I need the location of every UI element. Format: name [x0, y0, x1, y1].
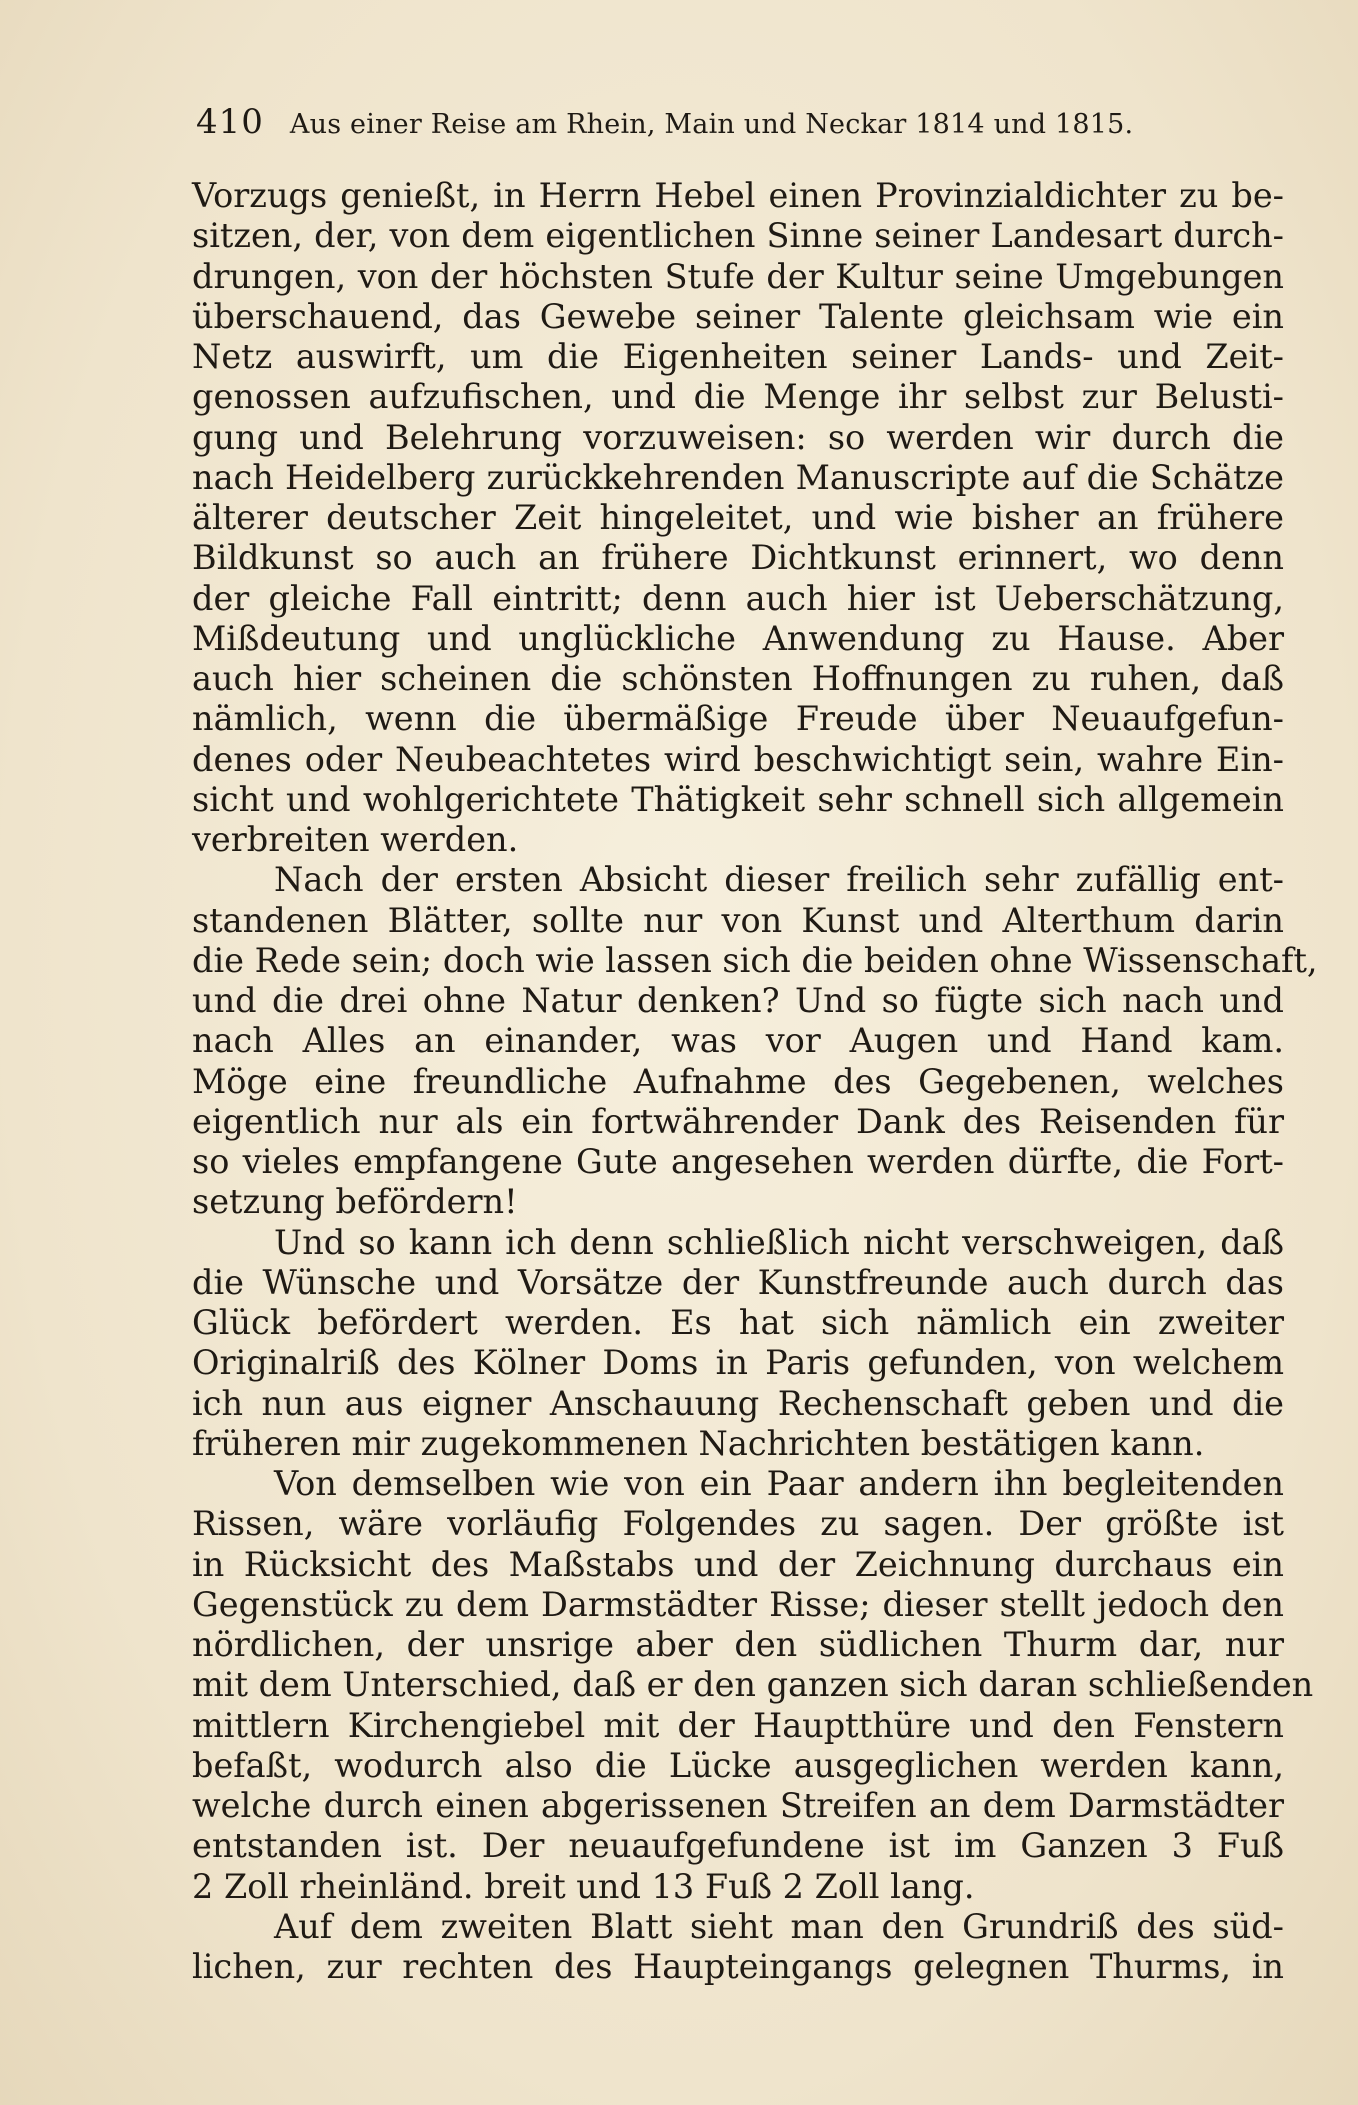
text-line: Netz auswirft, um die Eigenheiten seiner Lands- und Zeit-: [192, 337, 1284, 376]
text-line: Und so kann ich denn schließlich nicht verschweigen, daß: [274, 1222, 1284, 1262]
text-line: nach Alles an einander, was vor Augen und Hand kam.: [192, 1021, 1284, 1061]
text-line: die Rede sein; doch wie lassen sich die beiden ohne Wissenschaft,: [192, 940, 1318, 980]
text-line: befaßt, wodurch also die Lücke ausgeglichen werden kann,: [192, 1745, 1284, 1785]
text-line: drungen, von der höchsten Stufe der Kultur seine Umgebungen: [192, 256, 1284, 296]
text-line: Rissen, wäre vorläufig Folgendes zu sagen. Der größte ist: [192, 1504, 1284, 1544]
running-head: [196, 100, 1176, 144]
text-line: denes oder Neubeachtetes wird beschwichtigt sein, wahre Ein-: [192, 739, 1284, 779]
text-line: eigentlich nur als ein fortwährender Dank des Reisenden für: [192, 1101, 1284, 1141]
text-line: auch hier scheinen die schönsten Hoffnungen zu ruhen, daß: [192, 659, 1284, 698]
text-line: gung und Belehrung vorzuweisen: so werden wir durch die: [192, 417, 1284, 457]
text-line: so vieles empfangene Gute angesehen werden dürfte, die Fort-: [192, 1142, 1284, 1181]
text-line: Originalriß des Kölner Doms in Paris gefunden, von welchem: [192, 1343, 1284, 1383]
running-title: Aus einer Reise am Rhein, Main und Neckar 1814 und 1815.: [289, 109, 1134, 140]
text-line: Vorzugs genießt, in Herrn Hebel einen Provinzialdichter zu be-: [192, 176, 1284, 215]
text-line: sitzen, der, von dem eigentlichen Sinne seiner Landesart durch-: [192, 216, 1284, 256]
text-line: 2 Zoll rheinländ. breit und 13 Fuß 2 Zoll lang.: [192, 1866, 975, 1906]
text-line: Möge eine freundliche Aufnahme des Gegebenen, welches: [192, 1061, 1284, 1101]
page-number: 410: [196, 102, 264, 142]
text-line: nach Heidelberg zurückkehrenden Manuscripte auf die Schätze: [192, 457, 1284, 497]
text-line: der gleiche Fall eintritt; denn auch hier ist Ueberschätzung,: [192, 578, 1284, 618]
text-line: ich nun aus eigner Anschauung Rechenschaft geben und die: [192, 1383, 1284, 1423]
text-line: sicht und wohlgerichtete Thätigkeit sehr schnell sich allgemein: [192, 779, 1284, 819]
text-line: Glück befördert werden. Es hat sich nämlich ein zweiter: [192, 1303, 1284, 1342]
text-line: nördlichen, der unsrige aber den südlichen Thurm dar, nur: [192, 1625, 1284, 1664]
text-line: lichen, zur rechten des Haupteingangs gelegnen Thurms, in: [192, 1947, 1284, 1986]
text-line: Nach der ersten Absicht dieser freilich sehr zufällig ent-: [274, 860, 1284, 900]
text-line: welche durch einen abgerissenen Streifen an dem Darmstädter: [192, 1786, 1284, 1825]
text-line: genossen aufzufischen, und die Menge ihr selbst zur Belusti-: [192, 377, 1284, 417]
text-line: älterer deutscher Zeit hingeleitet, und wie bisher an frühere: [192, 498, 1284, 537]
text-line: in Rücksicht des Maßstabs und der Zeichnung durchaus ein: [192, 1544, 1284, 1584]
text-line: die Wünsche und Vorsätze der Kunstfreunde auch durch das: [192, 1262, 1284, 1302]
text-line: verbreiten werden.: [192, 820, 519, 859]
text-line: und die drei ohne Natur denken? Und so fügte sich nach und: [192, 981, 1284, 1020]
text-line: mit dem Unterschied, daß er den ganzen sich daran schließenden: [192, 1665, 1314, 1705]
text-line: entstanden ist. Der neuaufgefundene ist im Ganzen 3 Fuß: [192, 1826, 1284, 1866]
body-text: [192, 176, 1318, 1987]
text-line: Auf dem zweiten Blatt sieht man den Grundriß des süd-: [274, 1906, 1284, 1946]
text-line: früheren mir zugekommenen Nachrichten bestätigen kann.: [192, 1423, 1205, 1463]
text-line: Mißdeutung und unglückliche Anwendung zu Hause. Aber: [192, 618, 1284, 658]
text-line: überschauend, das Gewebe seiner Talente gleichsam wie ein: [192, 296, 1284, 336]
text-line: mittlern Kirchengiebel mit der Hauptthüre und den Fenstern: [192, 1705, 1284, 1745]
text-line: nämlich, wenn die übermäßige Freude über Neuaufgefun-: [192, 699, 1284, 739]
text-line: Gegenstück zu dem Darmstädter Risse; dieser stellt jedoch den: [192, 1584, 1284, 1624]
text-line: Von demselben wie von ein Paar andern ihn begleitenden: [274, 1464, 1284, 1503]
text-line: setzung befördern!: [192, 1182, 518, 1222]
text-line: standenen Blätter, sollte nur von Kunst und Alterthum darin: [192, 900, 1284, 940]
text-line: Bildkunst so auch an frühere Dichtkunst erinnert, wo denn: [192, 538, 1284, 578]
